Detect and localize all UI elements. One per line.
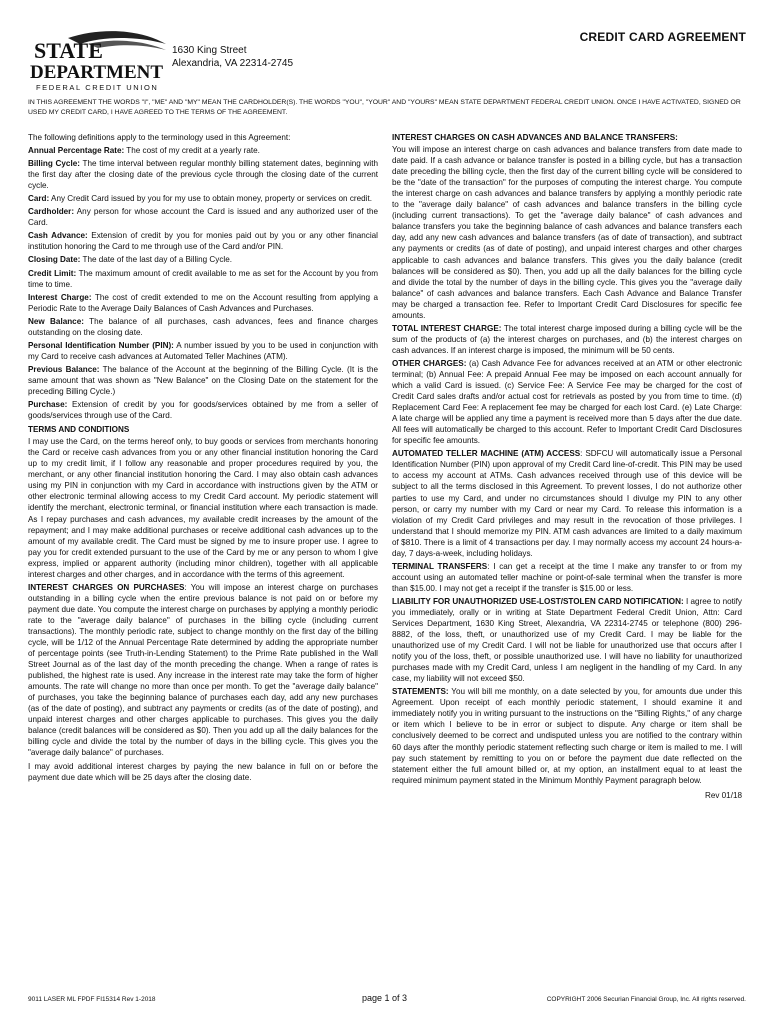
intro-paragraph: IN THIS AGREEMENT THE WORDS "I", "ME" AND "MY" MEAN THE CARDHOLDER(S). THE WORDS "YOU", "YOUR" AND "YOURS" MEAN STATE DEPARTMENT FEDERAL CREDIT UNION. ONCE I HAVE ACTIVATED, SIGNED OR USED MY CREDIT CARD, I HAVE AGREED TO THE TERMS OF THE AGREEMENT.	[28, 99, 741, 116]
definition-term: Credit Limit:	[28, 268, 77, 278]
definition-term: Previous Balance:	[28, 364, 100, 374]
definition-term: Billing Cycle:	[28, 159, 80, 169]
logo-line1: STATE	[34, 38, 103, 63]
atm-access-text: : SDFCU will automatically issue a Personal Identification Number (PIN) upon approval of my Credit Card line-of-credit. This PIN may be used to access my account at ATMs. Cash advances received through use of this device will be subject to all the terms disclosed in this Agreement. To prevent losses, I do not authorize other parties to use my Card, and under no circumstances should I divulge my PIN to any other person, or carry my number with my Card or near my Card. To release this information is a violation of my Credit Card privileges and may result in the revocation of those privileges. I understand that I should memorize my PIN. ATM cash advances are limited to a daily maximum of $810. There is a limit of 4 transactions per day. I may normally access my account 24 hours-a-day, 7 days-a-week, including holidays.	[392, 449, 742, 558]
other-charges-paragraph	[392, 358, 742, 446]
definition-item	[28, 145, 378, 156]
terms-text: I may use the Card, on the terms hereof only, to buy goods or services from merchants honoring the Card or receive cash advances from you or any other financial institution honoring the Card up to my credit limit, if I follow any reasonable and proper procedures required by you, the merchant, or any other financial institution honoring the Card. I may also obtain cash advances using my PIN in conjunction with my Card in accordance with instructions given by the ATM or other electronic terminal allowing access to my Credit Card account. My periodic statement will identify the merchant, electronic terminal, or financial institution where each transaction is made. As I repay purchases and cash advances, my available credit increases by the amount of the repayment; and I may make additional purchases or receive additional cash advances up to the amount of my available credit. The Card must be signed by me to insure proper use. I agree to pay you for credit extended pursuant to the use of the Card by me or any person to whom I give express, implied or apparent authority (including minor children), together with all applicable interest charges and other charges, and in accordance with the terms of this agreement.	[28, 437, 378, 579]
definition-item	[28, 340, 378, 362]
address-street: 1630 King Street	[172, 45, 247, 56]
definitions-lead: The following definitions apply to the terminology used in this Agreement:	[28, 133, 291, 142]
logo-line3: FEDERAL CREDIT UNION	[36, 83, 159, 92]
definition-text: Any person for whose account the Card is issued and any authorized user of the Card.	[28, 207, 378, 228]
statements-paragraph	[392, 686, 742, 785]
liability-heading: LIABILITY FOR UNAUTHORIZED USE-LOST/STOLEN CARD NOTIFICATION:	[392, 596, 684, 606]
definition-item	[28, 206, 378, 228]
definition-text: The cost of my credit at a yearly rate.	[124, 146, 260, 156]
footer-copyright: COPYRIGHT 2006 Securian Financial Group, Inc. All rights reserved.	[546, 996, 746, 1003]
definition-item	[28, 158, 378, 191]
avoid-charges-text: I may avoid additional interest charges by paying the new balance in full on or before the payment due date which will be 25 days after the closing date.	[28, 761, 378, 782]
definition-text: The balance of the Account at the beginning of the Billing Cycle. (It is the same amount that was shown as "New Balance" on the Closing Date on the statement for the preceding Billing Cycle.)	[28, 364, 378, 396]
terminal-transfers-paragraph	[392, 561, 742, 594]
definition-text: Extension of credit by you for goods/services obtained by me from a seller of goods/services through use of the Card.	[28, 400, 378, 421]
cash-advances-heading: INTEREST CHARGES ON CASH ADVANCES AND BALANCE TRANSFERS:	[392, 133, 678, 142]
logo-swoosh-icon	[28, 30, 168, 92]
definition-term: Purchase:	[28, 400, 68, 410]
atm-access-paragraph	[392, 448, 742, 558]
logo-line2: DEPARTMENT	[30, 62, 164, 83]
other-charges-text: (a) Cash Advance Fee for advances received at an ATM or other electronic terminal; (b) Annual Fee: A prepaid Annual Fee may be imposed on each account annually for which a valid Card is issued. (c) Service Fee: A Service Fee may be charged for the cost of Credit Card sales drafts and/or actual cost for retrievals as posted by you from time to time. (d) Replacement Card Fee: A replacement fee may be charged for each lost Card. (e) Late Charge: A late charge will be applied any time a payment is received more than 5 days after the due date. All fees will automatically be charged to this account. Refer to Important Credit Card Disclosures for specific fee amounts.	[392, 358, 742, 446]
definition-term: Cardholder:	[28, 207, 75, 217]
total-interest-paragraph	[392, 323, 742, 356]
statements-text: You will bill me monthly, on a date selected by you, for amounts due under this Agreement. Upon receipt of each monthly periodic statement, I should examine it and immediately notify you in writing pursuant to the instructions on the "Billing Rights," of any charge or item which I believe to be in error or subject to dispute. Any charge or item shall be conclusively deemed to be correct and undisputed unless you are notified to the contrary within 60 days after the monthly periodic statement reflecting such charge or item is mailed to me. I will pay such statement by remitting to you on or before the payment due date reflected on the statement either the full amount billed or, at my option, an installment equal to at least the required minimum payment stated in the Minimum Monthly Payment paragraph below.	[392, 687, 742, 785]
definition-term: Closing Date:	[28, 255, 81, 265]
state-department-fcu-logo	[28, 30, 168, 92]
definition-text: The date of the last day of a Billing Cycle.	[80, 255, 232, 265]
right-column	[392, 132, 742, 801]
definitions-list	[28, 145, 378, 421]
definition-term: Cash Advance:	[28, 231, 88, 241]
purchases-text: : You will impose an interest charge on purchases outstanding in a billing cycle when the entire previous balance is not paid on or before my payment due date. You compute the interest charge on purchases by applying a monthly periodic rate to the "average daily balance" of purchases in the billing cycle (including current transactions). The monthly periodic rate, subject to change monthly on the first day of the billing cycle, will be 1/12 of the Annual Percentage Rate determined by adding the appropriate number of percentage points (see Truth-in-Lending Statement) to the Prime Rate published in the Wall Street Journal as of the last day of the month preceding the change. When a range of rates is published, the highest rate is used. Any increase in the interest rate may take the form of higher amounts. The rate will change no more than once per month. To get the "average daily balance" of purchases, you take the beginning balance of purchases each day, add any new purchases (as of the date of posting), and subtract any payments or credits (as of the date of posting), and unpaid interest charges and other charges applicable to purchases. This gives you the daily balance (credit balances will be considered as $0). Then you add up all the daily balances for the billing cycle and divide the total by the number of days in the billing cycle. This gives you the "average daily balance" of purchases.	[28, 582, 379, 758]
definition-item	[28, 316, 378, 338]
definition-term: Card:	[28, 194, 50, 204]
total-interest-heading: TOTAL INTEREST CHARGE:	[392, 323, 502, 333]
definition-text: The time interval between regular monthly billing statement dates, beginning with the first day after the closing date of the previous cycle through the closing date of the current cycle.	[28, 159, 379, 191]
footer-page-number: page 1 of 3	[362, 993, 408, 1003]
definition-term: Personal Identification Number (PIN):	[28, 340, 174, 350]
footer-form-id: 9011 LASER ML FPDF FI15314 Rev 1-2018	[28, 996, 156, 1003]
terminal-transfers-text: : I can get a receipt at the time I make any transfer to or from my account using an automated teller machine or point-of-sale terminal when the transfer is more than $15.00. I may not get a receipt if the transfer is $15.00 or less.	[392, 561, 742, 593]
liability-text: I agree to notify you immediately, orally or in writing at State Department Federal Credit Union, Attn: Card Services Department, 1630 King Street, Alexandria, VA 22314-2745 or telephone (800) 296-8882, of the loss, theft, or unauthorized use of my Credit Card. I may be liable for the unauthorized use of my Credit Card. I will not be liable for unauthorized use that occurs after I notify you of the loss, theft, or possible unauthorized use. I will have no liability for unauthorized purchases made with my Credit Card, unless I am negligent in the handling of my Card. In any case, my liability will not exceed $50.	[392, 596, 742, 684]
revision-label: Rev 01/18	[704, 790, 742, 800]
other-charges-heading: OTHER CHARGES:	[392, 358, 467, 368]
definition-text: The maximum amount of credit available to me as set for the Account by you from time to time.	[28, 268, 378, 289]
definition-term: Annual Percentage Rate:	[28, 146, 125, 156]
definition-text: Any Credit Card issued by you for my use to obtain money, property or services on credit.	[49, 194, 372, 204]
definition-text: The balance of all purchases, cash advances, fees and finance charges outstanding on the closing date.	[28, 316, 378, 337]
definition-item	[28, 193, 378, 204]
definition-text: A number issued by you to be used in conjunction with my Card to receive cash advances at Automated Teller Machines (ATM).	[28, 340, 378, 361]
purchases-paragraph	[28, 582, 378, 759]
cash-advances-text: You will impose an interest charge on cash advances and balance transfers from date made to date paid. If a cash advance or balance transfer is posted in a billing cycle, but has a transaction date preceding the billing cycle, then the first day of the current billing cycle will be considered to be the "date of the transaction" for the purposes of computing the interest charge. You compute the interest charge on cash advances and balance transfers by applying a monthly periodic rate to the "average daily balance" of cash advances and balance transfers in the billing cycle (including current transactions). To get the "average daily balance" of cash advances and balance transfers you take the beginning balance of cash advances and balance transfers each day, add any new cash advances and balance transfers (as of date of transaction), and subtract any payments or credits (as of date of posting), and unpaid interest charges and other charges applicable to cash advances and balance transfers. This gives you the daily balance (credit balances will be considered as $0). Then, you add up all the daily balances for the billing cycle and divide the total by the number of days in the billing cycle. This gives you the "average daily balance" of cash advances and balance transfers. Each Cash Advance and Balance Transfer may be charged a transaction fee. Refer to Important Credit Card Disclosures for specific fee amounts.	[392, 145, 742, 320]
terms-heading: TERMS AND CONDITIONS	[28, 425, 130, 435]
definition-item	[28, 364, 378, 397]
left-column	[28, 132, 378, 785]
definition-text: The cost of credit extended to me on the Account resulting from applying a Periodic Rate to the Average Daily Balances of Cash Advances and Purchases.	[28, 292, 378, 313]
address-block	[172, 44, 293, 70]
definition-text: Extension of credit by you for monies paid out by you or any other financial institution honoring the Card to me through use of the Card and/or PIN.	[28, 231, 378, 252]
document-title: CREDIT CARD AGREEMENT	[579, 30, 746, 44]
liability-paragraph	[392, 596, 742, 684]
statements-heading: STATEMENTS:	[392, 687, 449, 697]
definition-term: Interest Charge:	[28, 292, 92, 302]
definition-item	[28, 254, 378, 265]
atm-access-heading: AUTOMATED TELLER MACHINE (ATM) ACCESS	[392, 449, 581, 459]
definition-item	[28, 399, 378, 421]
definition-item	[28, 268, 378, 290]
purchases-heading: INTEREST CHARGES ON PURCHASES	[28, 582, 185, 592]
total-interest-text: The total interest charge imposed during a billing cycle will be the sum of the products of (a) the interest charges on purchases, and (b) the interest charges on cash advances. If an interest charge is imposed, the minimum will be 50 cents.	[392, 323, 742, 355]
terminal-transfers-heading: TERMINAL TRANSFERS	[392, 561, 488, 571]
definition-item	[28, 230, 378, 252]
definition-term: New Balance:	[28, 316, 84, 326]
address-city: Alexandria, VA 22314-2745	[172, 58, 294, 69]
definition-item	[28, 292, 378, 314]
